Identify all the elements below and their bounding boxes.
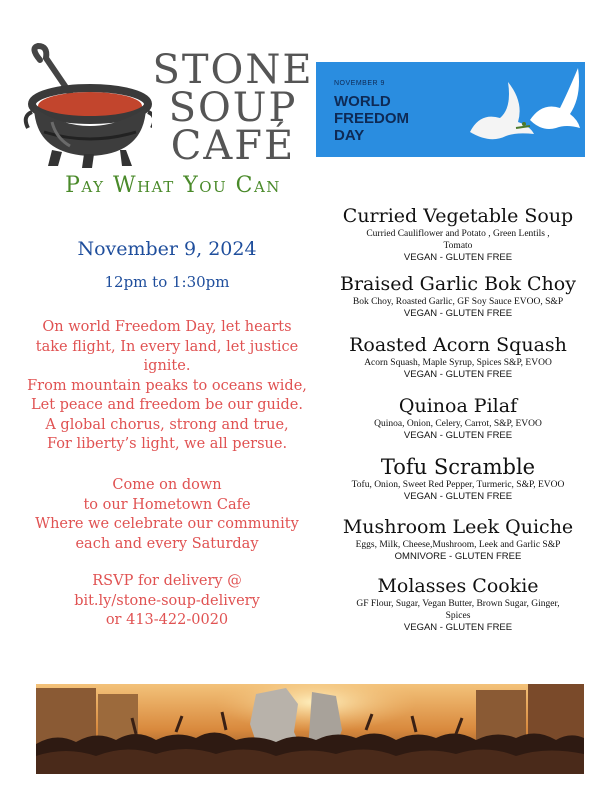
banner-line-world: WORLD	[334, 93, 391, 110]
dish-diet: OMNIVORE - GLUTEN FREE	[394, 551, 522, 562]
dish-name: Molasses Cookie	[377, 575, 539, 597]
poem-line: From mountain peaks to oceans wide,	[27, 377, 307, 394]
menu-item-braised-garlic-bok-choy	[318, 272, 598, 319]
dish-name: Quinoa Pilaf	[398, 395, 518, 417]
dish-description: Quinoa, Onion, Celery, Carrot, S&P, EVOO	[374, 419, 542, 429]
dish-description: Spices	[445, 611, 471, 621]
rsvp-phone: or 413-422-0020	[105, 612, 229, 628]
dish-description: Curried Cauliflower and Potato , Green Lentils ,	[366, 229, 550, 239]
logo-text-cafe: CAFÉ	[170, 123, 296, 169]
dish-name: Curried Vegetable Soup	[342, 205, 574, 227]
dish-diet: VEGAN - GLUTEN FREE	[403, 622, 513, 633]
dish-diet: VEGAN - GLUTEN FREE	[403, 369, 513, 380]
crowd-breaking-wall-illustration	[36, 684, 584, 774]
event-date: November 9, 2024	[77, 238, 257, 260]
dish-diet: VEGAN - GLUTEN FREE	[403, 491, 513, 502]
poem-line: ignite.	[143, 358, 191, 374]
poem-line: Let peace and freedom be our guide.	[31, 397, 303, 413]
menu-item-tofu-scramble	[318, 455, 598, 502]
dish-diet: VEGAN - GLUTEN FREE	[403, 252, 513, 263]
dish-name: Tofu Scramble	[380, 455, 536, 479]
world-freedom-day-banner	[316, 62, 585, 157]
rsvp-info	[22, 572, 312, 631]
banner-line-freedom: FREEDOM	[334, 110, 409, 127]
logo-text-stone: STONE	[152, 47, 314, 93]
doves-icon	[450, 62, 585, 157]
poem-line: On world Freedom Day, let hearts	[42, 319, 292, 335]
dish-description: Bok Choy, Roasted Garlic, GF Soy Sauce EVOO, S&P	[352, 297, 564, 307]
promo-line: Come on down	[112, 477, 222, 493]
dish-name: Roasted Acorn Squash	[349, 334, 567, 356]
rsvp-line: RSVP for delivery @	[92, 573, 242, 589]
dish-name: Braised Garlic Bok Choy	[340, 273, 576, 295]
menu-item-mushroom-leek-quiche	[318, 515, 598, 562]
poem	[22, 318, 312, 455]
dish-description: Eggs, Milk, Cheese,Mushroom, Leek and Garlic S&P	[355, 540, 561, 550]
promo-line: each and every Saturday	[75, 535, 259, 552]
dish-description: Acorn Squash, Maple Syrup, Spices S&P, EVOO	[364, 358, 552, 368]
logo-text-soup: SOUP	[168, 85, 298, 131]
menu-item-roasted-acorn-squash	[318, 333, 598, 380]
dish-name: Mushroom Leek Quiche	[342, 516, 574, 538]
banner-line-day: DAY	[334, 127, 365, 144]
rsvp-link[interactable]: bit.ly/stone-soup-delivery	[74, 592, 260, 609]
menu-item-quinoa-pilaf	[318, 394, 598, 441]
poem-line: A global chorus, strong and true,	[45, 416, 289, 433]
dish-diet: VEGAN - GLUTEN FREE	[403, 308, 513, 319]
dish-diet: VEGAN - GLUTEN FREE	[403, 430, 513, 441]
menu-item-molasses-cookie	[318, 574, 598, 633]
dish-description: Tomato	[443, 241, 473, 251]
dish-description: GF Flour, Sugar, Vegan Butter, Brown Sugar, Ginger,	[356, 599, 560, 609]
event-time: 12pm to 1:30pm	[104, 273, 230, 291]
poem-line: take flight, In every land, let justice	[35, 338, 299, 355]
poem-line: For liberty’s light, we all persue.	[46, 436, 288, 452]
menu-item-curried-vegetable-soup	[318, 204, 598, 263]
banner-date: NOVEMBER 9	[334, 80, 385, 87]
promo-line: to our Hometown Cafe	[83, 496, 251, 513]
promo-line: Where we celebrate our community	[35, 516, 299, 532]
tagline: Pay What You Can	[65, 173, 281, 198]
soup-pot-logo-icon	[22, 42, 152, 170]
community-promo	[22, 476, 312, 554]
dish-description: Tofu, Onion, Sweet Red Pepper, Turmeric, S&P, EVOO	[351, 480, 565, 490]
